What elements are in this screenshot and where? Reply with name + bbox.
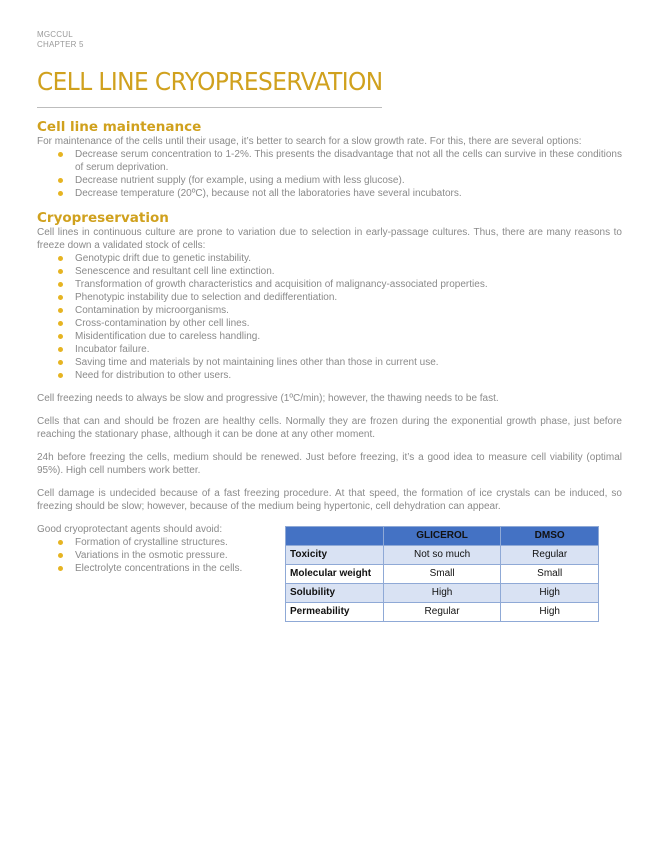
bullet-icon (58, 553, 63, 558)
section2-intro: Cell lines in continuous culture are prone to variation due to selection in early-passage cultures. Thus, there are many reasons to freeze down a validated stock of cells: (37, 227, 622, 251)
table-cell: Regular (383, 603, 501, 622)
section2-list (37, 252, 622, 382)
bullet-icon (58, 256, 63, 261)
document-page (37, 30, 622, 633)
page-header (37, 30, 622, 50)
table-row-label: Solubility (286, 584, 384, 603)
table-row (286, 546, 599, 565)
avoid-intro: Good cryoprotectant agents should avoid: (37, 524, 223, 535)
section-heading-cell-line-maintenance: Cell line maintenance (37, 119, 202, 135)
list-item: Electrolyte concentrations in the cells. (75, 562, 277, 575)
list-item: Need for distribution to other users. (75, 369, 622, 382)
page-title: CELL LINE CRYOPRESERVATION (37, 67, 383, 96)
section-heading-cryopreservation: Cryopreservation (37, 210, 169, 226)
section1-list (37, 148, 622, 200)
paragraph-cell-damage: Cell damage is undecided because of a fast freezing procedure. At that speed, the formation of ice crystals can be induced, so freezing should be slow; however, because of the medium being hypertonic, cell dehydration can appear. (37, 488, 622, 512)
header-author: MGCCUL (37, 30, 73, 39)
table-cell: High (501, 584, 599, 603)
bullet-icon (58, 360, 63, 365)
list-item: Transformation of growth characteristics and acquisition of malignancy-associated properties. (75, 278, 622, 291)
bullet-icon (58, 152, 63, 157)
list-item: Misidentification due to careless handling. (75, 330, 622, 343)
list-item: Variations in the osmotic pressure. (75, 549, 277, 562)
avoid-list (37, 536, 277, 575)
section1-intro: For maintenance of the cells until their usage, it’s better to search for a slow growth rate. For this, there are several options: (37, 136, 582, 147)
table-cell: High (501, 603, 599, 622)
list-item: Decrease serum concentration to 1-2%. This presents the disadvantage that not all the cells can survive in these conditions of serum deprivation. (75, 148, 622, 174)
list-item: Decrease temperature (20ºC), because not all the laboratories have several incubators. (75, 187, 622, 200)
table-row-label: Toxicity (286, 546, 384, 565)
list-item: Senescence and resultant cell line extinction. (75, 265, 622, 278)
table-row (286, 584, 599, 603)
table-header-row (286, 527, 599, 546)
table-cell: Regular (501, 546, 599, 565)
table-cell: Not so much (383, 546, 501, 565)
table-row (286, 603, 599, 622)
avoid-block (37, 523, 277, 575)
list-item: Cross-contamination by other cell lines. (75, 317, 622, 330)
cryoprotectant-comparison-table (285, 526, 599, 622)
list-item: Genotypic drift due to genetic instability. (75, 252, 622, 265)
table-header-cell: DMSO (501, 527, 599, 546)
paragraph-medium-renewal: 24h before freezing the cells, medium should be renewed. Just before freezing, it’s a good idea to measure cell viability (optimal 95%). High cell numbers work better. (37, 452, 622, 476)
table-cell: Small (383, 565, 501, 584)
bullet-icon (58, 347, 63, 352)
table-header-cell (286, 527, 384, 546)
cryoprotectant-section (37, 523, 622, 633)
table-row-label: Molecular weight (286, 565, 384, 584)
list-item: Saving time and materials by not maintaining lines other than those in current use. (75, 356, 622, 369)
title-divider (37, 107, 382, 108)
bullet-icon (58, 295, 63, 300)
list-item: Decrease nutrient supply (for example, using a medium with less glucose). (75, 174, 622, 187)
bullet-icon (58, 269, 63, 274)
list-item: Incubator failure. (75, 343, 622, 356)
bullet-icon (58, 334, 63, 339)
header-chapter: CHAPTER 5 (37, 40, 84, 49)
table-row (286, 565, 599, 584)
paragraph-healthy-cells: Cells that can and should be frozen are healthy cells. Normally they are frozen during the exponential growth phase, just before reaching the stationary phase, although it can be done at any other moment. (37, 416, 622, 440)
paragraph-freezing-rate: Cell freezing needs to always be slow and progressive (1ºC/min); however, the thawing needs to be fast. (37, 393, 499, 404)
bullet-icon (58, 540, 63, 545)
table-row-label: Permeability (286, 603, 384, 622)
bullet-icon (58, 191, 63, 196)
bullet-icon (58, 178, 63, 183)
list-item: Phenotypic instability due to selection and dedifferentiation. (75, 291, 622, 304)
table-header-cell: GLICEROL (383, 527, 501, 546)
bullet-icon (58, 321, 63, 326)
bullet-icon (58, 566, 63, 571)
list-item: Contamination by microorganisms. (75, 304, 622, 317)
bullet-icon (58, 282, 63, 287)
bullet-icon (58, 373, 63, 378)
table-cell: Small (501, 565, 599, 584)
table-cell: High (383, 584, 501, 603)
list-item: Formation of crystalline structures. (75, 536, 277, 549)
bullet-icon (58, 308, 63, 313)
